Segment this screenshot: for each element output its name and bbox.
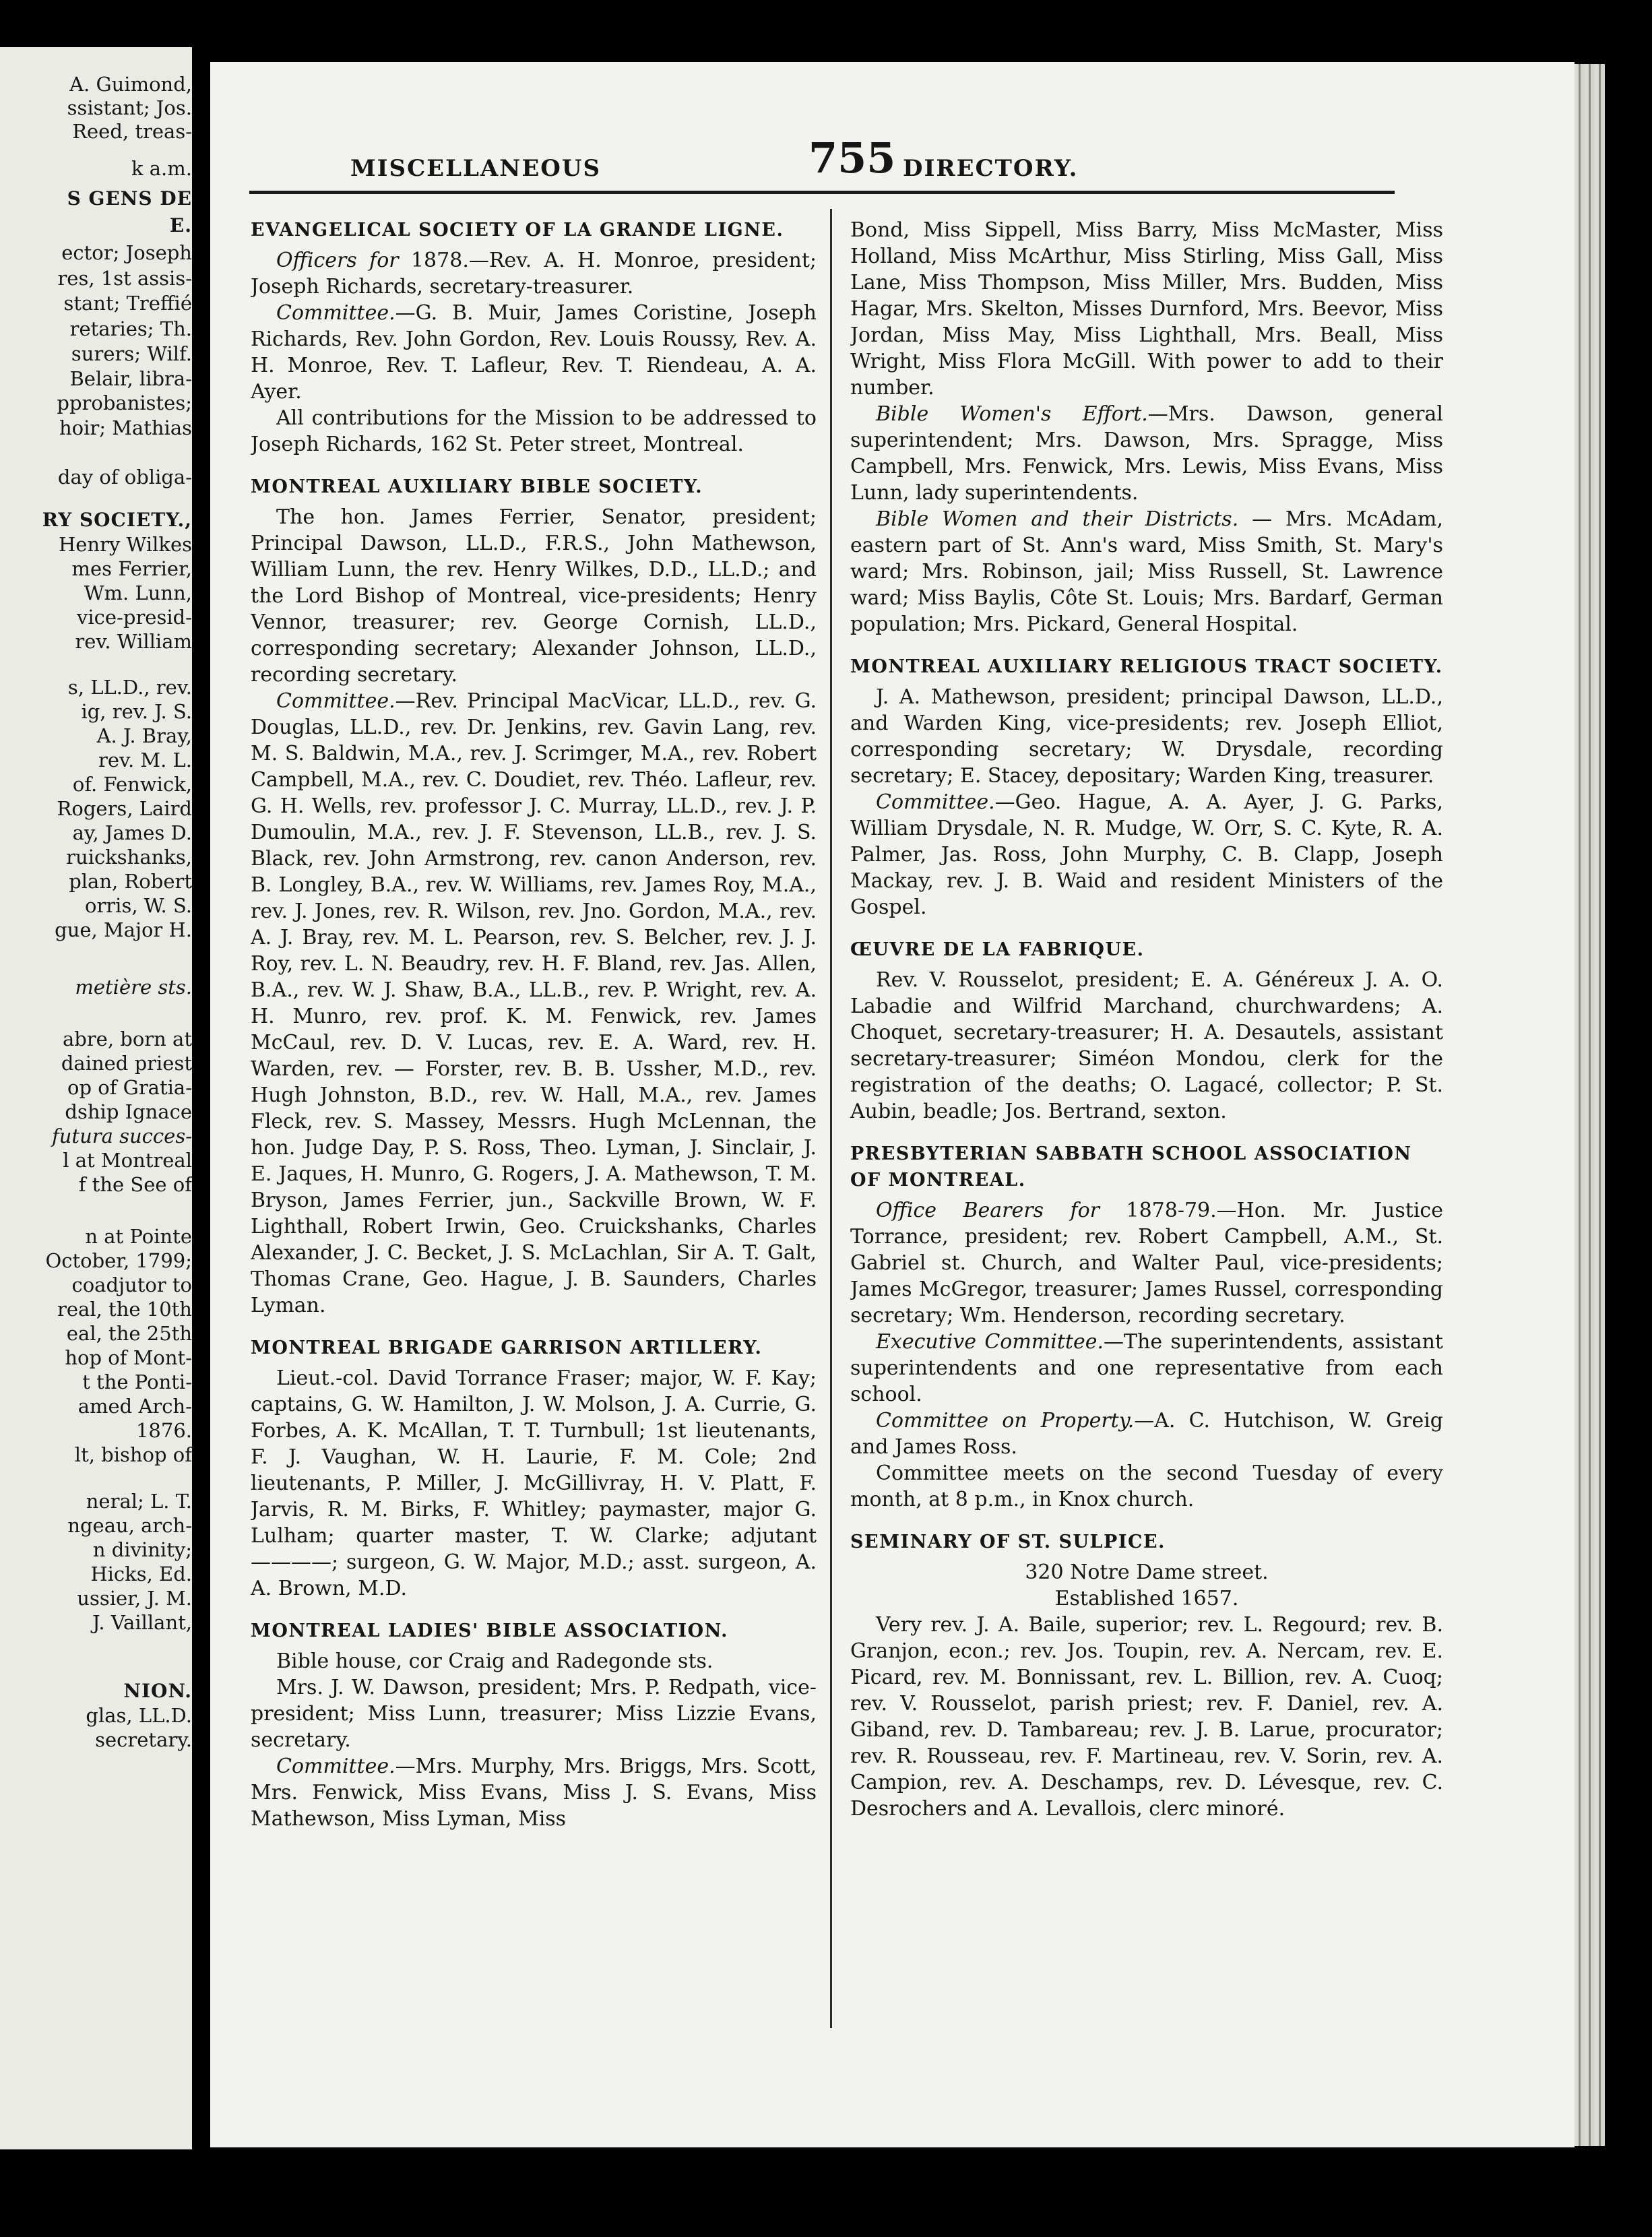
section-title: MONTREAL AUXILIARY RELIGIOUS TRACT SOCIETY.	[850, 656, 1443, 677]
entry-text: — Mrs. McAdam, eastern part of St. Ann's ward, Miss Smith, St. Mary's ward; Mrs. Robinson, jail; Miss Russell, St. Lawrence ward; Miss Baylis, Côte St. Louis; Mrs. Bardarf, German population; Mrs. Pickard, General Hospital.	[850, 507, 1443, 636]
left-fragment-line: A. Guimond,	[69, 73, 192, 96]
left-fragment-line: of. Fenwick,	[72, 773, 192, 796]
section-title: SEMINARY OF ST. SULPICE.	[850, 1532, 1166, 1552]
entry-lead: Officers for	[276, 249, 399, 272]
entry-text: —A. C. Hutchison, W. Greig and James Ross.	[850, 1409, 1443, 1459]
entry-text: —The superintendents, assistant superintendents and one representative from each school.	[850, 1330, 1443, 1406]
left-fragment-line: S GENS DE	[67, 187, 192, 210]
left-fragment-line: ngeau, arch-	[67, 1514, 192, 1537]
left-fragment-line: Henry Wilkes	[58, 533, 192, 556]
entry-text: 1878.—Rev. A. H. Monroe, president; Joseph Richards, secretary-treasurer.	[251, 249, 817, 298]
directory-section	[850, 937, 1443, 1125]
directory-section	[850, 654, 1443, 920]
header-rule	[249, 191, 1395, 194]
section-entry	[850, 1329, 1443, 1408]
section-title: EVANGELICAL SOCIETY OF LA GRANDE LIGNE.	[251, 220, 784, 241]
left-fragment-line: rev. M. L.	[98, 749, 192, 771]
entry-text: All contributions for the Mission to be addressed to Joseph Richards, 162 St. Peter street, Montreal.	[251, 406, 817, 456]
section-entry	[850, 1460, 1443, 1513]
left-fragment-line: surers; Wilf.	[71, 342, 192, 365]
section-entry	[850, 1585, 1443, 1612]
section-title: MONTREAL LADIES' BIBLE ASSOCIATION.	[251, 1620, 729, 1641]
left-fragment-line: l at Montreal	[63, 1149, 192, 1172]
entry-text: Rev. V. Rousselot, president; E. A. Généreux J. A. O. Labadie and Wilfrid Marchand, churchwardens; A. Choquet, secretary-treasurer; H. A. Desautels, assistant secretary-treasurer; Siméon Mondou, clerk for the registration of the deaths; O. Lagacé, collector; P. St. Aubin, beadle; Jos. Bertrand, sexton.	[850, 968, 1443, 1123]
left-fragment-line: vice-presid-	[77, 606, 192, 629]
left-fragment-line: orris, W. S.	[84, 894, 192, 917]
left-fragment-line: Hicks, Ed.	[90, 1563, 192, 1585]
entry-lead: Committee.	[276, 301, 395, 325]
section-entry	[251, 1365, 817, 1602]
left-fragment-line: metière sts.	[75, 976, 192, 999]
left-fragment-line: hop of Mont-	[65, 1346, 192, 1369]
entry-lead: Bible Women and their Districts.	[876, 507, 1239, 531]
section-entry	[850, 1559, 1443, 1585]
entry-text: —Rev. Principal MacVicar, LL.D., rev. G. Douglas, LL.D., rev. Dr. Jenkins, rev. Gavin Lang, rev. M. S. Baldwin, M.A., rev. J. Scrimger, M.A., rev. Robert Campbell, M.A., rev. C. Doudiet, rev. Théo. Lafleur, rev. G. H. Wells, rev. professor J. C. Murray, LL.D., rev. J. P. Dumoulin, M.A., rev. J. F. Stevenson, LL.B., rev. J. S. Black, rev. John Armstrong, rev. canon Anderson, rev. B. Longley, B.A., rev. W. Williams, rev. James Roy, M.A., rev. J. Jones, rev. R. Wilson, rev. Jno. Gordon, M.A., rev. A. J. Bray, rev. M. L. Pearson, rev. S. Belcher, rev. J. J. Roy, rev. L. N. Beaudry, rev. H. F. Bland, rev. Jas. Allen, B.A., rev. W. J. Shaw, B.A., LL.B., rev. P. Wright, rev. A. H. Munro, rev. prof. K. M. Fenwick, rev. James McCaul, rev. D. V. Lucas, rev. E. A. Ward, rev. H. Warden, rev. — Forster, rev. B. B. Ussher, M.D., rev. Hugh Johnston, B.D., rev. W. Hall, M.A., rev. James Fleck, rev. S. Massey, Messrs. Hugh McLennan, the hon. Judge Day, P. S. Ross, Theo. Lyman, J. Sinclair, J. E. Jaques, H. Munro, G. Rogers, J. A. Mathewson, T. M. Bryson, James Ferrier, jun., Sackville Brown, W. F. Lighthall, Robert Irwin, Geo. Cruickshanks, Charles Alexander, J. C. Becket, J. S. McLachlan, Sir A. T. Galt, Thomas Crane, Geo. Hague, J. B. Saunders, Charles Lyman.	[251, 689, 817, 1317]
entry-lead: Office Bearers for	[876, 1199, 1100, 1222]
left-fragment-line: glas, LL.D.	[86, 1704, 192, 1727]
left-fragment-line: ssistant; Jos.	[67, 96, 192, 119]
column-divider	[830, 209, 832, 2028]
section-entry	[251, 300, 817, 405]
left-fragment-line: ay, James D.	[72, 821, 192, 844]
section-entry	[251, 688, 817, 1319]
section-entry	[850, 1197, 1443, 1329]
left-fragment-line: real, the 10th	[57, 1298, 192, 1321]
directory-section	[850, 1141, 1443, 1513]
left-fragment-line: k a.m.	[131, 157, 192, 180]
left-fragment-line: s, LL.D., rev.	[67, 676, 192, 699]
left-fragment-line: dship Ignace	[65, 1100, 192, 1123]
left-fragment-line: neral; L. T.	[86, 1490, 192, 1513]
left-fragment-line: amed Arch-	[77, 1395, 192, 1418]
left-fragment-line: secretary.	[95, 1728, 192, 1751]
directory-section	[251, 474, 817, 1319]
left-fragment-line: gue, Major H.	[55, 918, 192, 941]
left-fragment-line: A. J. Bray,	[96, 724, 192, 747]
section-entry	[850, 967, 1443, 1125]
directory-section	[251, 1335, 817, 1602]
section-entry	[251, 1753, 817, 1832]
section-entry	[251, 1648, 817, 1674]
left-fragment-line: mes Ferrier,	[71, 557, 192, 580]
section-title: PRESBYTERIAN SABBATH SCHOOL ASSOCIATION OF MONTREAL.	[850, 1143, 1412, 1191]
left-fragment-line: lt, bishop of	[74, 1443, 192, 1466]
left-fragment-line: abre, born at	[62, 1028, 192, 1050]
left-fragment-line: futura succes-	[52, 1125, 192, 1147]
entry-lead: Committee.	[276, 1755, 395, 1778]
section-entry	[251, 405, 817, 458]
left-fragment-line: rev. William	[75, 630, 192, 653]
entry-text: Bond, Miss Sippell, Miss Barry, Miss McMaster, Miss Holland, Miss McArthur, Miss Stirling, Miss Gall, Miss Lane, Miss Thompson, Miss Miller, Mrs. Budden, Miss Hagar, Mrs. Skelton, Misses Durnford, Mrs. Beevor, Miss Jordan, Miss May, Miss Lighthall, Mrs. Beall, Miss Wright, Miss Flora McGill. With power to add to their number.	[850, 218, 1443, 400]
previous-page-fragment	[0, 47, 192, 2149]
left-fragment-line: J. Vaillant,	[92, 1611, 192, 1634]
directory-section	[251, 1618, 817, 1832]
left-fragment-line: ruickshanks,	[66, 846, 192, 869]
running-head-left: MISCELLANEOUS	[350, 155, 602, 182]
section-entry	[850, 506, 1443, 637]
section-entry	[850, 217, 1443, 401]
left-fragment-line: eal, the 25th	[66, 1322, 192, 1345]
entry-lead: Committee on Property.	[876, 1409, 1135, 1432]
left-fragment-line: stant; Treffié	[63, 292, 192, 315]
section-entry	[850, 1408, 1443, 1460]
entry-text: The hon. James Ferrier, Senator, president; Principal Dawson, LL.D., F.R.S., John Mathewson, William Lunn, the rev. Henry Wilkes, D.D., LL.D.; and the Lord Bishop of Montreal, vice-presidents; Henry Vennor, treasurer; rev. George Cornish, LL.D., corresponding secretary; Alexander Johnson, LL.D., recording secretary.	[251, 505, 817, 687]
running-head-right: DIRECTORY.	[903, 155, 1079, 182]
entry-text: —Mrs. Murphy, Mrs. Briggs, Mrs. Scott, Mrs. Fenwick, Miss Evans, Miss J. S. Evans, Miss Mathewson, Miss Lyman, Miss	[251, 1755, 817, 1831]
directory-section	[850, 1529, 1443, 1822]
left-fragment-line: ig, rev. J. S.	[81, 700, 192, 723]
running-head	[350, 81, 1139, 182]
left-fragment-line: t the Ponti-	[82, 1370, 192, 1393]
left-fragment-line: ector; Joseph	[61, 241, 192, 264]
left-fragment-line: Belair, libra-	[69, 367, 192, 390]
left-fragment-line: op of Gratia-	[67, 1076, 192, 1099]
section-title: MONTREAL BRIGADE GARRISON ARTILLERY.	[251, 1337, 763, 1358]
entry-text: 1878-79.—Hon. Mr. Justice Torrance, president; rev. Robert Campbell, A.M., St. Gabriel st. Church, and Walter Paul, vice-presidents; James McGregor, treasurer; James Russel, corresponding secretary; Wm. Henderson, recording secretary.	[850, 1199, 1443, 1327]
page-number: 755	[808, 133, 896, 183]
entry-lead: Committee.	[876, 790, 995, 814]
left-fragment-line: dained priest	[61, 1052, 192, 1075]
left-fragment-line: NION.	[123, 1680, 192, 1702]
left-fragment-line: n at Pointe	[85, 1225, 192, 1248]
book-page-edges	[1575, 64, 1605, 2146]
left-fragment-line: day of obliga-	[57, 466, 192, 489]
left-fragment-line: pprobanistes;	[57, 391, 192, 414]
section-entry	[251, 504, 817, 688]
section-entry	[850, 401, 1443, 506]
directory-section	[850, 217, 1443, 637]
directory-section	[251, 217, 817, 458]
entry-text: Lieut.-col. David Torrance Fraser; major, W. F. Kay; captains, G. W. Hamilton, J. W. Molson, J. A. Currie, G. Forbes, A. K. McAllan, T. T. Turnbull; 1st lieutenants, F. J. Vaughan, W. H. Laurie, F. M. Cole; 2nd lieutenants, P. Miller, J. McGillivray, H. V. Platt, F. Jarvis, R. M. Birks, F. Whitley; paymaster, major G. Lulham; quarter master, T. W. Clarke; adjutant ————; surgeon, G. W. Major, M.D.; asst. surgeon, A. A. Brown, M.D.	[251, 1366, 817, 1600]
entry-text: J. A. Mathewson, president; principal Dawson, LL.D., and Warden King, vice-presidents; rev. Joseph Elliot, corresponding secretary; W. Drysdale, recording secretary; E. Stacey, depositary; Warden King, treasurer.	[850, 685, 1443, 788]
left-fragment-line: RY SOCIETY.,	[42, 509, 192, 531]
entry-text: Committee meets on the second Tuesday of every month, at 8 p.m., in Knox church.	[850, 1461, 1443, 1511]
left-fragment-line: hoir; Mathias	[59, 416, 192, 439]
entry-lead: Bible Women's Effort.	[876, 402, 1148, 426]
section-entry	[850, 684, 1443, 789]
section-entry	[251, 247, 817, 300]
section-entry	[850, 1612, 1443, 1822]
entry-text: Bible house, cor Craig and Radegonde sts.	[276, 1649, 713, 1673]
left-fragment-line: 1876.	[135, 1419, 192, 1442]
left-fragment-line: Rogers, Laird	[57, 797, 192, 820]
left-fragment-line: ussier, J. M.	[77, 1587, 192, 1610]
left-fragment-line: res, 1st assis-	[57, 267, 192, 290]
entry-text: Mrs. J. W. Dawson, president; Mrs. P. Redpath, vice-president; Miss Lunn, treasurer; Miss Lizzie Evans, secretary.	[251, 1676, 817, 1752]
left-fragment-line: Reed, treas-	[72, 120, 192, 143]
right-column	[850, 217, 1443, 2036]
left-fragment-line: Wm. Lunn,	[84, 581, 192, 604]
entry-text: Very rev. J. A. Baile, superior; rev. L. Regourd; rev. B. Granjon, econ.; rev. Jos. Toupin, rev. A. Nercam, rev. E. Picard, rev. M. Bonnissant, rev. L. Billion, rev. A. Cuoq; rev. V. Rousselot, parish priest; rev. F. Daniel, rev. A. Giband, rev. D. Tambareau; rev. J. B. Larue, procurator; rev. R. Rousseau, rev. F. Martineau, rev. V. Sorin, rev. A. Campion, rev. A. Deschamps, rev. D. Lévesque, rev. C. Desrochers and A. Levallois, clerc minoré.	[850, 1613, 1443, 1821]
left-fragment-line: n divinity;	[92, 1538, 192, 1561]
left-fragment-line: plan, Robert	[69, 870, 192, 893]
entry-text: Established 1657.	[1054, 1587, 1239, 1610]
entry-text: —Mrs. Dawson, general superintendent; Mrs. Dawson, Mrs. Spragge, Miss Campbell, Mrs. Fenwick, Mrs. Lewis, Miss Evans, Miss Lunn, lady superintendents.	[850, 402, 1443, 505]
entry-text: 320 Notre Dame street.	[1025, 1561, 1269, 1584]
section-entry	[850, 789, 1443, 920]
left-fragment-line: coadjutor to	[71, 1273, 192, 1296]
entry-lead: Committee.	[276, 689, 395, 713]
entry-text: —Geo. Hague, A. A. Ayer, J. G. Parks, William Drysdale, N. R. Mudge, W. Orr, S. C. Kyte, R. A. Palmer, Jas. Ross, John Murphy, C. B. Clapp, Joseph Mackay, rev. J. B. Waid and resident Ministers of the Gospel.	[850, 790, 1443, 919]
entry-text: —G. B. Muir, James Coristine, Joseph Richards, Rev. John Gordon, Rev. Louis Roussy, Rev. A. H. Monroe, Rev. T. Lafleur, Rev. T. Riendeau, A. A. Ayer.	[251, 301, 817, 404]
section-title: ŒUVRE DE LA FABRIQUE.	[850, 939, 1145, 960]
left-fragment-line: October, 1799;	[45, 1249, 192, 1272]
left-fragment-line: retaries; Th.	[69, 317, 192, 340]
section-title: MONTREAL AUXILIARY BIBLE SOCIETY.	[251, 476, 703, 497]
section-entry	[251, 1674, 817, 1753]
entry-lead: Executive Committee.	[876, 1330, 1104, 1354]
left-fragment-line: f the See of	[78, 1173, 192, 1196]
left-fragment-line: E.	[169, 214, 192, 237]
left-column	[251, 217, 817, 2036]
